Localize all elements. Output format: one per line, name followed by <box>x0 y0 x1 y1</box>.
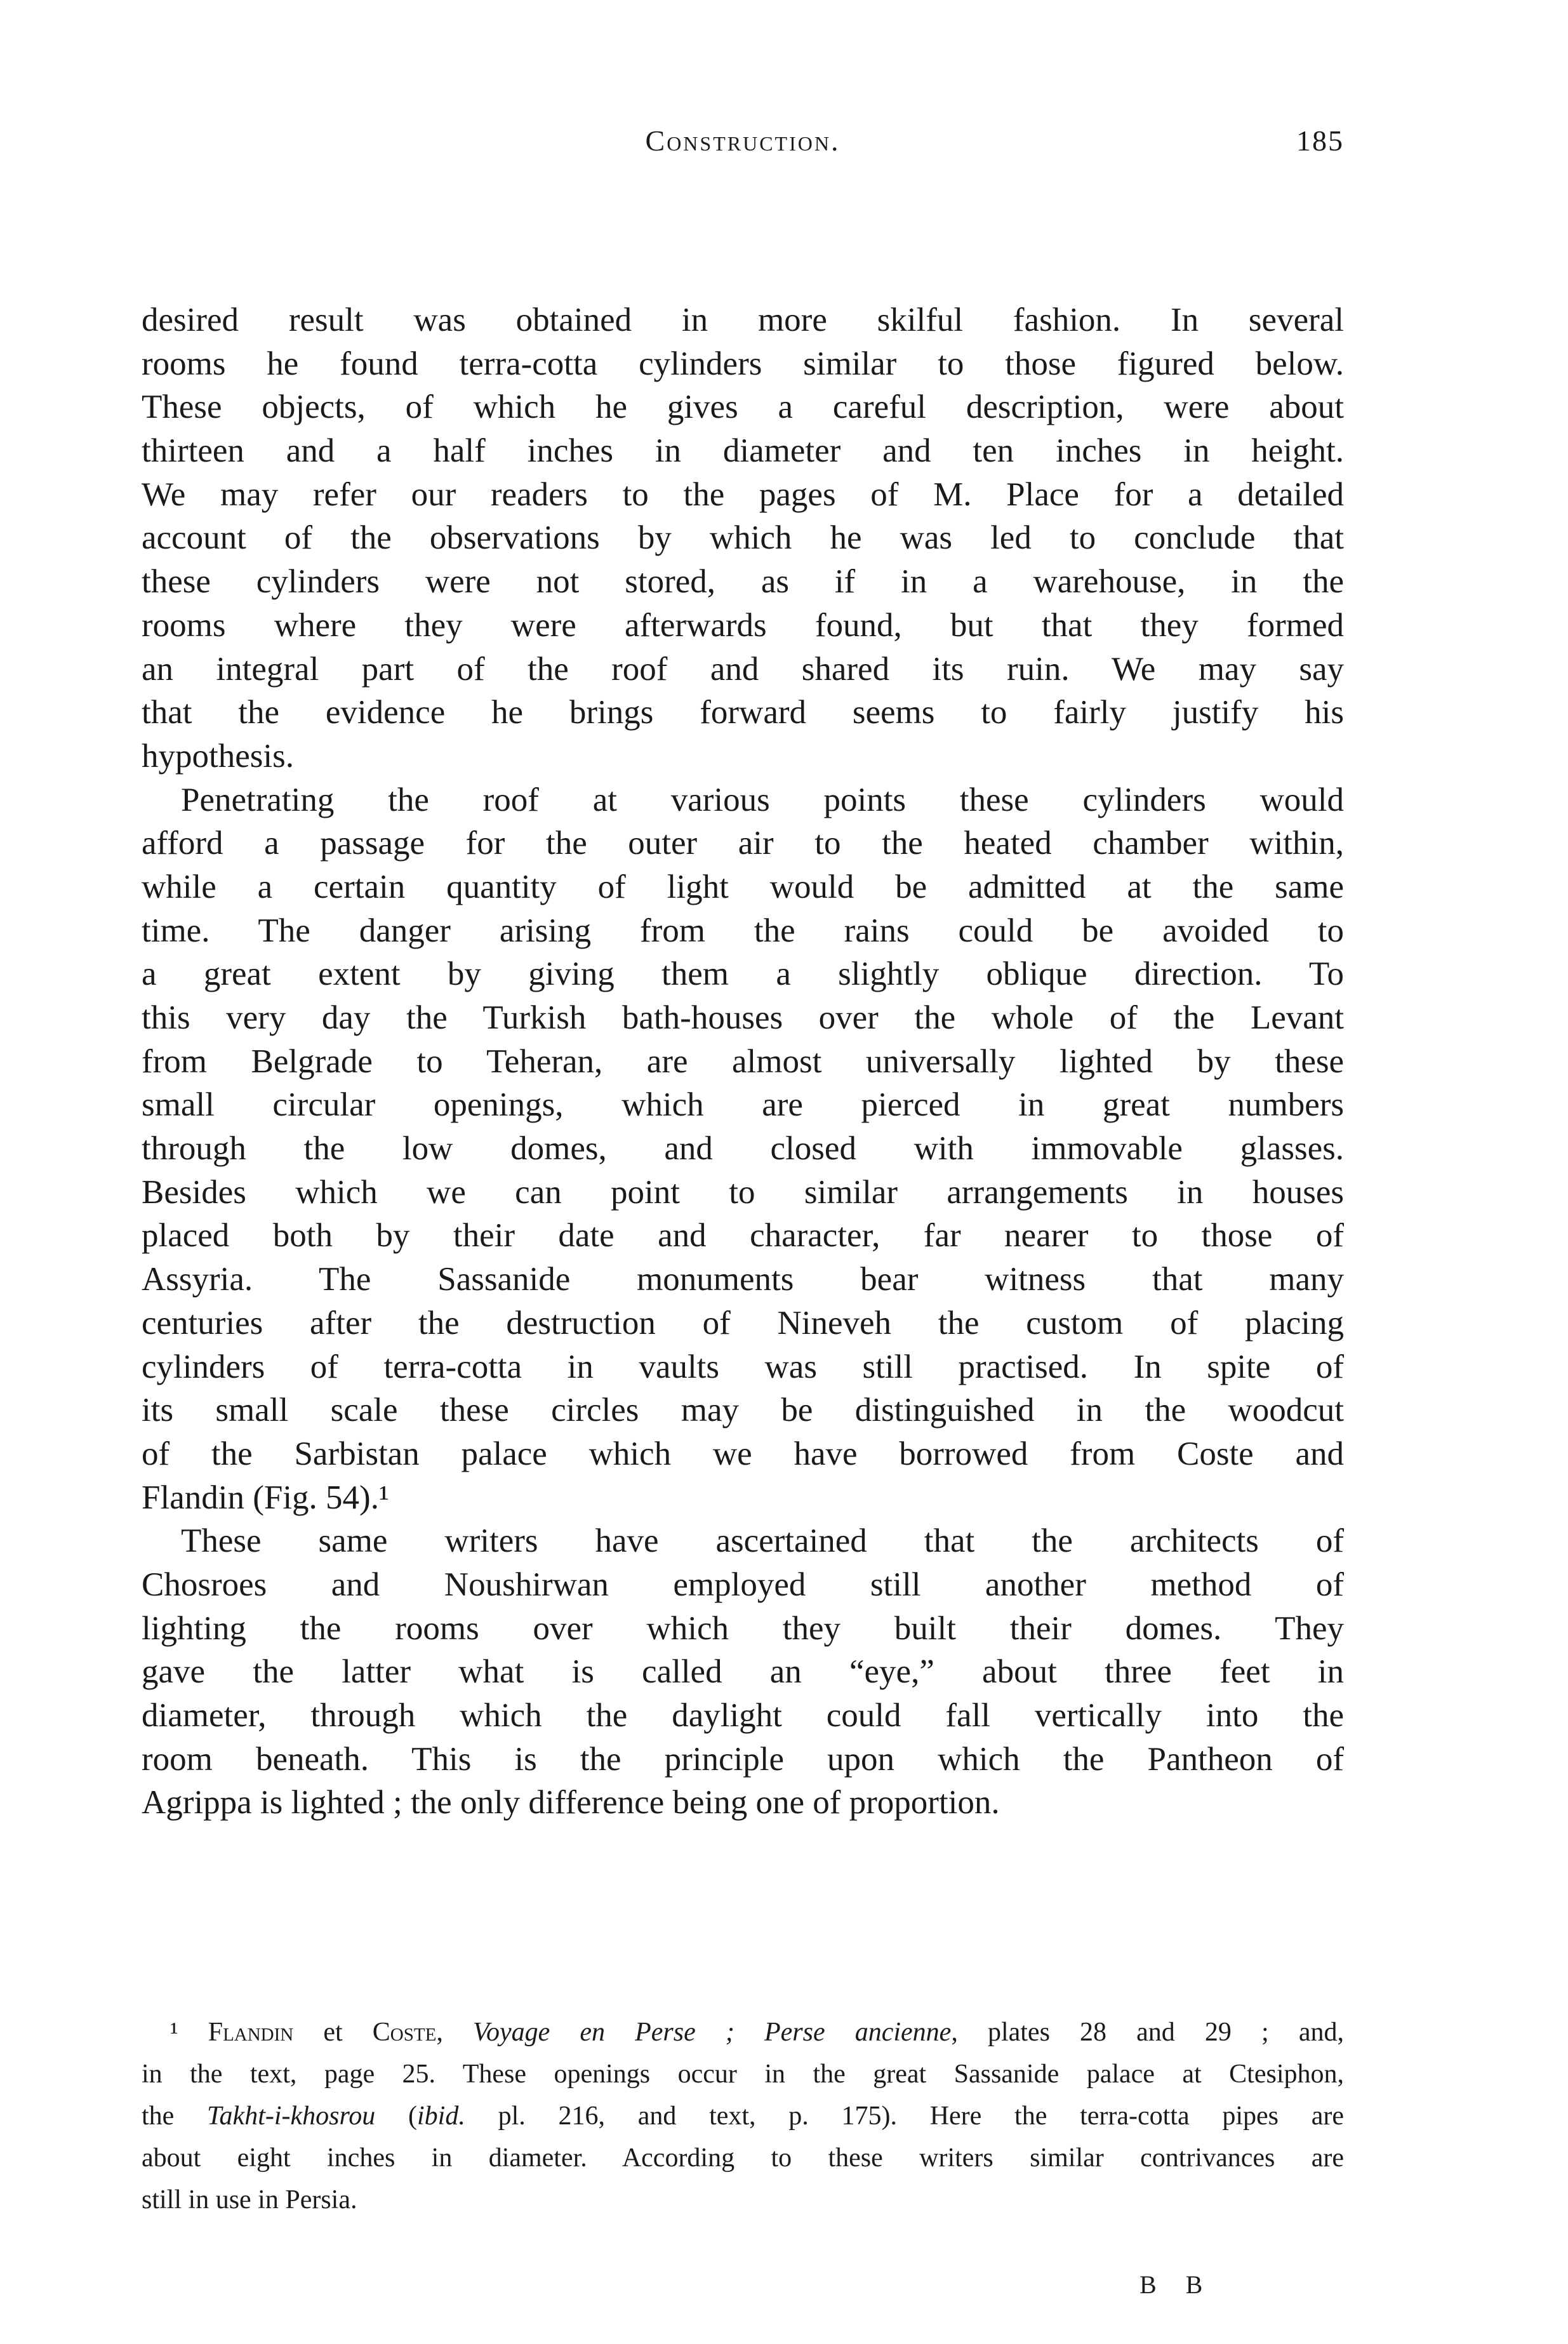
text-line: These same writers have ascertained that the architects of <box>181 1522 1344 1560</box>
body-text <box>142 298 1344 1825</box>
text-line: Chosroes and Noushirwan employed still another method of <box>142 1566 1344 1603</box>
footnote <box>142 2011 1344 2221</box>
text-line: of the Sarbistan palace which we have borrowed from Coste and <box>142 1435 1344 1472</box>
footnote-text: the <box>142 2101 208 2131</box>
paragraph <box>142 298 1344 778</box>
signature-mark: B B <box>1139 2270 1214 2299</box>
text-line: gave the latter what is called an “eye,” about three feet in <box>142 1653 1344 1691</box>
italic-text: Takht-i-khosrou <box>207 2101 376 2131</box>
text-line: thirteen and a half inches in diameter and ten inches in height. <box>142 432 1344 470</box>
running-title: Construction. <box>645 124 840 157</box>
footnote-text: , <box>436 2018 473 2047</box>
footnote-line <box>142 2179 1344 2221</box>
page-number: 185 <box>1296 124 1344 157</box>
footnote-text: , plates 28 and 29 ; and, <box>951 2018 1344 2047</box>
text-line: cylinders of terra-cotta in vaults was still practised. In spite of <box>142 1348 1344 1385</box>
text-line: from Belgrade to Teheran, are almost universally lighted by these <box>142 1042 1344 1080</box>
footnote-text: ¹ <box>170 2018 208 2047</box>
footnote-line <box>142 2011 1344 2053</box>
text-line: that the evidence he brings forward seems to fairly justify his <box>142 694 1344 731</box>
text-line: these cylinders were not stored, as if in a warehouse, in the <box>142 563 1344 601</box>
page-header <box>142 124 1344 168</box>
footnote-line <box>142 2137 1344 2179</box>
text-line: hypothesis. <box>142 737 294 775</box>
text-line: account of the observations by which he was led to conclude that <box>142 519 1344 557</box>
text-line: Penetrating the roof at various points these cylinders would <box>181 781 1344 818</box>
text-line: its small scale these circles may be distinguished in the woodcut <box>142 1392 1344 1429</box>
text-line: rooms he found terra-cotta cylinders similar to those figured below. <box>142 345 1344 382</box>
text-line: this very day the Turkish bath-houses over the whole of the Levant <box>142 999 1344 1036</box>
text-line: Besides which we can point to similar arrangements in houses <box>142 1173 1344 1211</box>
text-line: Flandin (Fig. 54).¹ <box>142 1479 389 1516</box>
text-line: These objects, of which he gives a careful description, were about <box>142 389 1344 426</box>
footnote-text: still in use in Persia. <box>142 2185 357 2214</box>
footnote-line <box>142 2053 1344 2095</box>
footnote-text: et <box>293 2018 373 2047</box>
text-line: placed both by their date and character, far nearer to those of <box>142 1217 1344 1255</box>
text-line: time. The danger arising from the rains could be avoided to <box>142 912 1344 949</box>
italic-text: ibid. <box>417 2101 465 2131</box>
text-line: lighting the rooms over which they built their domes. They <box>142 1609 1344 1647</box>
text-line: Assyria. The Sassanide monuments bear witness that many <box>142 1261 1344 1298</box>
text-line: room beneath. This is the principle upon which the Pantheon of <box>142 1740 1344 1778</box>
text-line: while a certain quantity of light would be admitted at the same <box>142 868 1344 905</box>
paragraph <box>142 778 1344 1520</box>
footnote-text: ( <box>375 2101 417 2131</box>
footnote-text: Flandin <box>208 2018 294 2047</box>
text-line: We may refer our readers to the pages of M. Place for a detailed <box>142 476 1344 513</box>
text-line: small circular openings, which are pierced in great numbers <box>142 1086 1344 1124</box>
text-line: an integral part of the roof and shared its ruin. We may say <box>142 650 1344 688</box>
text-line: rooms where they were afterwards found, but that they formed <box>142 606 1344 644</box>
text-line: centuries after the destruction of Nineveh the custom of placing <box>142 1304 1344 1342</box>
paragraph <box>142 1519 1344 1825</box>
footnote-text: pl. 216, and text, p. 175). Here the terra-cotta pipes are <box>465 2101 1344 2131</box>
footnote-text: in the text, page 25. These openings occur in the great Sassanide palace at Ctesiphon, <box>142 2060 1344 2089</box>
text-line: a great extent by giving them a slightly oblique direction. To <box>142 956 1344 993</box>
text-line: through the low domes, and closed with immovable glasses. <box>142 1130 1344 1168</box>
text-line: diameter, through which the daylight could fall vertically into the <box>142 1697 1344 1734</box>
footnote-text: about eight inches in diameter. According to these writers similar contrivances are <box>142 2143 1344 2173</box>
text-line: afford a passage for the outer air to the heated chamber within, <box>142 825 1344 862</box>
italic-text: Voyage en Perse ; Perse ancienne <box>472 2018 952 2047</box>
footnote-text: Coste <box>372 2018 437 2047</box>
text-line: Agrippa is lighted ; the only difference being one of proportion. <box>142 1784 1000 1821</box>
text-line: desired result was obtained in more skilful fashion. In several <box>142 302 1344 338</box>
footnote-line <box>142 2095 1344 2137</box>
